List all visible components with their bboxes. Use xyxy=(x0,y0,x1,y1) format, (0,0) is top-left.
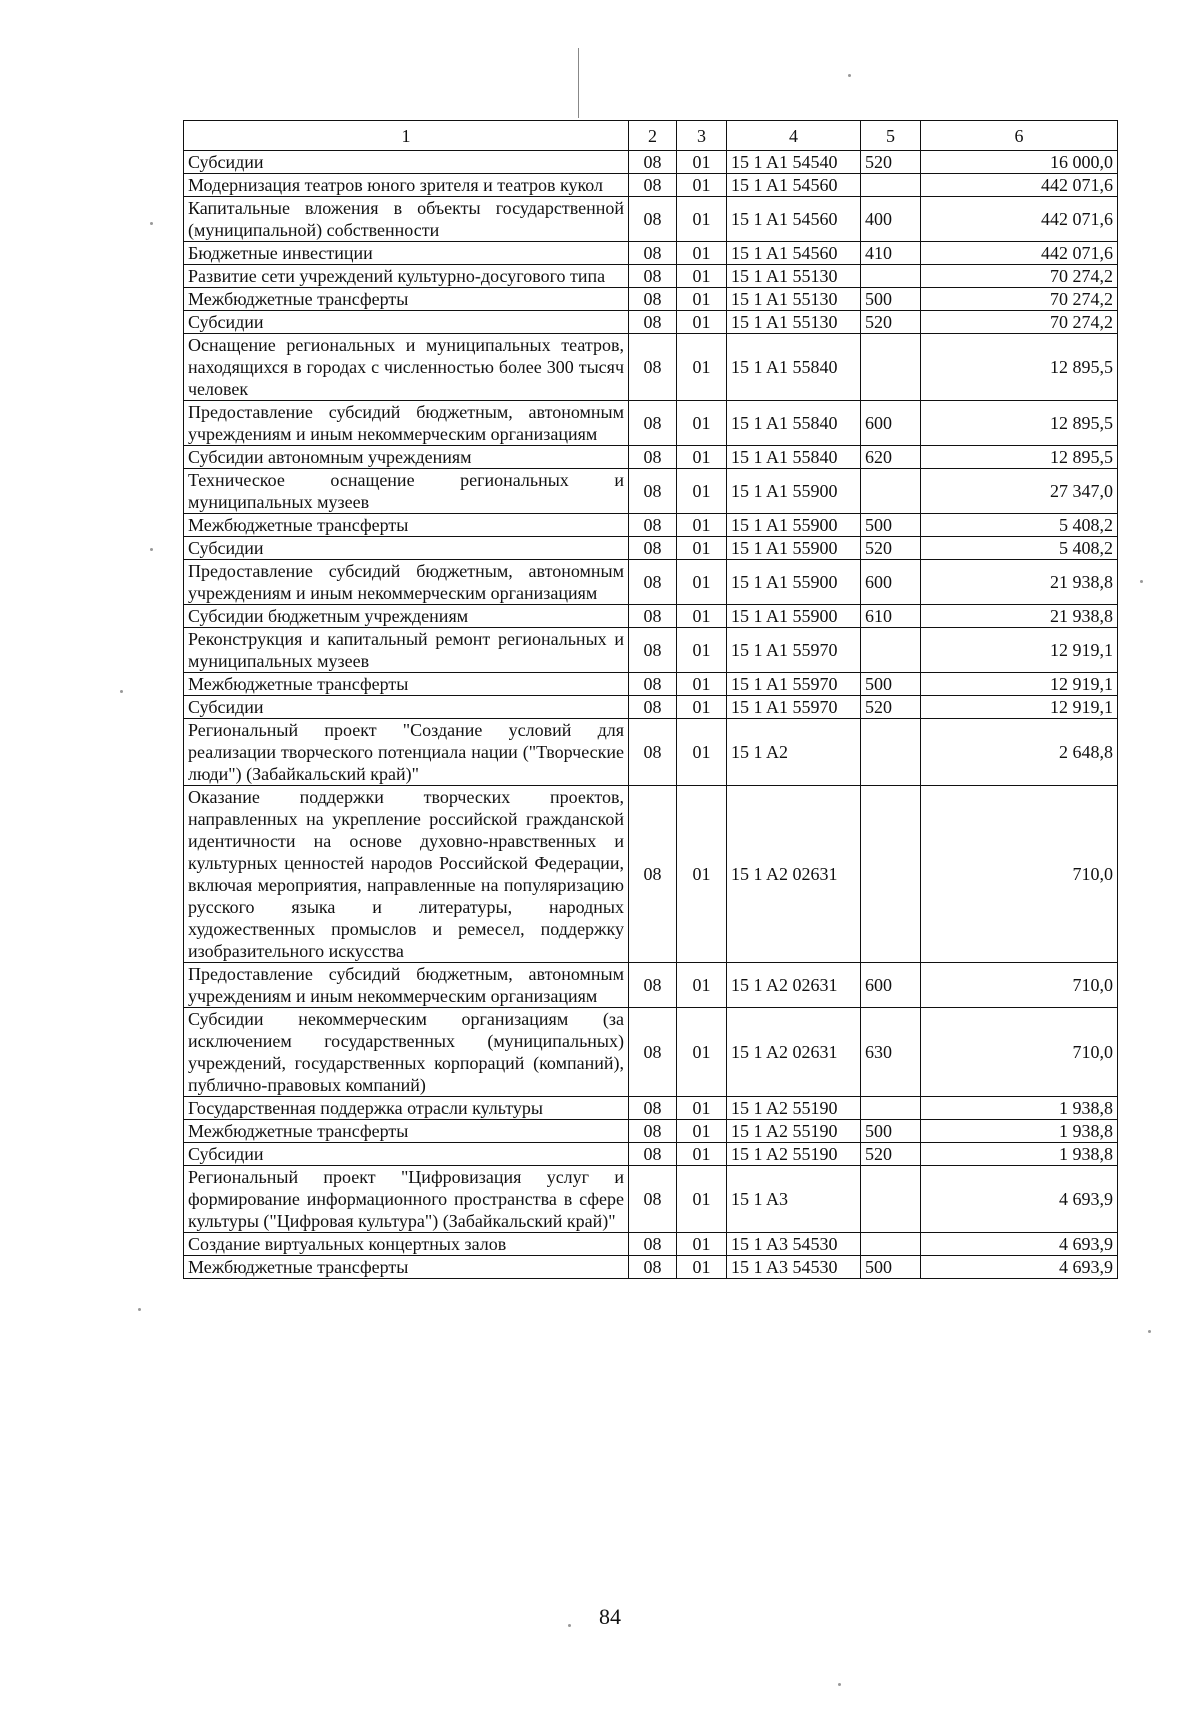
row-subsection-cell: 01 xyxy=(677,401,727,446)
row-expense-type-cell: 500 xyxy=(861,1256,921,1279)
table-row xyxy=(184,242,1118,265)
row-target-article-cell: 15 1 A1 55130 xyxy=(727,288,861,311)
row-amount-cell: 70 274,2 xyxy=(921,265,1118,288)
row-expense-type-cell: 500 xyxy=(861,673,921,696)
row-subsection-cell: 01 xyxy=(677,605,727,628)
row-expense-type-cell: 520 xyxy=(861,537,921,560)
row-section-cell: 08 xyxy=(629,696,677,719)
row-subsection-cell: 01 xyxy=(677,514,727,537)
row-section-cell: 08 xyxy=(629,1166,677,1233)
row-expense-type-cell: 410 xyxy=(861,242,921,265)
header-col-2: 2 xyxy=(629,121,677,151)
row-name-cell: Развитие сети учреждений культурно-досугового типа xyxy=(184,265,629,288)
row-target-article-cell: 15 1 A1 54540 xyxy=(727,151,861,174)
row-amount-cell: 442 071,6 xyxy=(921,242,1118,265)
row-expense-type-cell: 630 xyxy=(861,1008,921,1097)
row-subsection-cell: 01 xyxy=(677,265,727,288)
row-section-cell: 08 xyxy=(629,1233,677,1256)
row-subsection-cell: 01 xyxy=(677,446,727,469)
row-expense-type-cell: 610 xyxy=(861,605,921,628)
row-name-cell: Межбюджетные трансферты xyxy=(184,1120,629,1143)
scan-artifact-line xyxy=(578,48,579,118)
row-target-article-cell: 15 1 A1 55900 xyxy=(727,469,861,514)
row-amount-cell: 442 071,6 xyxy=(921,197,1118,242)
row-target-article-cell: 15 1 A2 02631 xyxy=(727,786,861,963)
row-target-article-cell: 15 1 A1 54560 xyxy=(727,197,861,242)
row-name-cell: Капитальные вложения в объекты государственной (муниципальной) собственности xyxy=(184,197,629,242)
row-subsection-cell: 01 xyxy=(677,1120,727,1143)
row-name-cell: Региональный проект "Создание условий для реализации творческого потенциала нации ("Творческие люди") (Забайкальский край)" xyxy=(184,719,629,786)
row-expense-type-cell: 520 xyxy=(861,151,921,174)
row-name-cell: Предоставление субсидий бюджетным, автономным учреждениям и иным некоммерческим организациям xyxy=(184,963,629,1008)
row-expense-type-cell xyxy=(861,469,921,514)
scan-speck xyxy=(150,548,153,551)
row-expense-type-cell xyxy=(861,174,921,197)
row-amount-cell: 12 919,1 xyxy=(921,628,1118,673)
table-row xyxy=(184,334,1118,401)
row-section-cell: 08 xyxy=(629,311,677,334)
row-subsection-cell: 01 xyxy=(677,786,727,963)
row-target-article-cell: 15 1 A1 55970 xyxy=(727,628,861,673)
row-section-cell: 08 xyxy=(629,673,677,696)
table-row xyxy=(184,514,1118,537)
row-target-article-cell: 15 1 A2 02631 xyxy=(727,1008,861,1097)
table-row xyxy=(184,1143,1118,1166)
row-expense-type-cell: 520 xyxy=(861,696,921,719)
row-expense-type-cell xyxy=(861,719,921,786)
table-row xyxy=(184,1256,1118,1279)
table-row xyxy=(184,628,1118,673)
row-target-article-cell: 15 1 A1 54560 xyxy=(727,242,861,265)
row-expense-type-cell xyxy=(861,265,921,288)
row-name-cell: Создание виртуальных концертных залов xyxy=(184,1233,629,1256)
row-name-cell: Реконструкция и капитальный ремонт региональных и муниципальных музеев xyxy=(184,628,629,673)
scan-speck xyxy=(138,1308,141,1311)
row-amount-cell: 70 274,2 xyxy=(921,311,1118,334)
row-expense-type-cell: 500 xyxy=(861,514,921,537)
table-row xyxy=(184,1008,1118,1097)
row-subsection-cell: 01 xyxy=(677,288,727,311)
row-amount-cell: 1 938,8 xyxy=(921,1097,1118,1120)
row-target-article-cell: 15 1 A1 55900 xyxy=(727,537,861,560)
scan-speck xyxy=(838,1683,841,1686)
row-expense-type-cell: 600 xyxy=(861,963,921,1008)
row-amount-cell: 710,0 xyxy=(921,786,1118,963)
row-target-article-cell: 15 1 A1 54560 xyxy=(727,174,861,197)
row-name-cell: Бюджетные инвестиции xyxy=(184,242,629,265)
row-name-cell: Техническое оснащение региональных и муниципальных музеев xyxy=(184,469,629,514)
row-name-cell: Предоставление субсидий бюджетным, автономным учреждениям и иным некоммерческим организациям xyxy=(184,401,629,446)
row-section-cell: 08 xyxy=(629,605,677,628)
row-name-cell: Модернизация театров юного зрителя и театров кукол xyxy=(184,174,629,197)
table-body xyxy=(184,151,1118,1279)
header-col-1: 1 xyxy=(184,121,629,151)
row-target-article-cell: 15 1 A1 55130 xyxy=(727,311,861,334)
row-section-cell: 08 xyxy=(629,1143,677,1166)
row-section-cell: 08 xyxy=(629,537,677,560)
row-amount-cell: 2 648,8 xyxy=(921,719,1118,786)
budget-table xyxy=(183,120,1118,1279)
row-amount-cell: 70 274,2 xyxy=(921,288,1118,311)
row-target-article-cell: 15 1 A2 xyxy=(727,719,861,786)
row-section-cell: 08 xyxy=(629,1120,677,1143)
row-amount-cell: 27 347,0 xyxy=(921,469,1118,514)
row-amount-cell: 5 408,2 xyxy=(921,514,1118,537)
row-subsection-cell: 01 xyxy=(677,1097,727,1120)
row-target-article-cell: 15 1 A1 55970 xyxy=(727,696,861,719)
row-expense-type-cell: 500 xyxy=(861,1120,921,1143)
row-expense-type-cell: 620 xyxy=(861,446,921,469)
row-section-cell: 08 xyxy=(629,197,677,242)
row-target-article-cell: 15 1 A1 55900 xyxy=(727,514,861,537)
row-expense-type-cell: 600 xyxy=(861,401,921,446)
row-name-cell: Региональный проект "Цифровизация услуг и формирование информационного пространства в сфере культуры ("Цифровая культура") (Забайкальский край)" xyxy=(184,1166,629,1233)
table-row xyxy=(184,1120,1118,1143)
row-target-article-cell: 15 1 A2 55190 xyxy=(727,1097,861,1120)
row-target-article-cell: 15 1 A2 55190 xyxy=(727,1143,861,1166)
row-amount-cell: 4 693,9 xyxy=(921,1166,1118,1233)
row-subsection-cell: 01 xyxy=(677,537,727,560)
row-subsection-cell: 01 xyxy=(677,1233,727,1256)
row-subsection-cell: 01 xyxy=(677,334,727,401)
scan-speck xyxy=(568,1624,571,1627)
table-row xyxy=(184,605,1118,628)
row-expense-type-cell: 400 xyxy=(861,197,921,242)
row-name-cell: Межбюджетные трансферты xyxy=(184,288,629,311)
row-target-article-cell: 15 1 A1 55840 xyxy=(727,401,861,446)
row-amount-cell: 4 693,9 xyxy=(921,1256,1118,1279)
row-subsection-cell: 01 xyxy=(677,469,727,514)
row-section-cell: 08 xyxy=(629,334,677,401)
row-expense-type-cell xyxy=(861,786,921,963)
row-section-cell: 08 xyxy=(629,560,677,605)
page-number: 84 xyxy=(599,1604,621,1629)
table-row xyxy=(184,265,1118,288)
row-subsection-cell: 01 xyxy=(677,560,727,605)
row-expense-type-cell xyxy=(861,334,921,401)
table-row xyxy=(184,446,1118,469)
row-subsection-cell: 01 xyxy=(677,696,727,719)
row-section-cell: 08 xyxy=(629,963,677,1008)
row-section-cell: 08 xyxy=(629,1008,677,1097)
scan-speck xyxy=(848,74,851,77)
row-expense-type-cell: 500 xyxy=(861,288,921,311)
table-row xyxy=(184,963,1118,1008)
header-col-5: 5 xyxy=(861,121,921,151)
table-row xyxy=(184,673,1118,696)
row-section-cell: 08 xyxy=(629,786,677,963)
row-subsection-cell: 01 xyxy=(677,151,727,174)
row-section-cell: 08 xyxy=(629,401,677,446)
row-name-cell: Субсидии бюджетным учреждениям xyxy=(184,605,629,628)
table-row xyxy=(184,1233,1118,1256)
header-col-6: 6 xyxy=(921,121,1118,151)
table-row xyxy=(184,1097,1118,1120)
row-subsection-cell: 01 xyxy=(677,963,727,1008)
row-subsection-cell: 01 xyxy=(677,1143,727,1166)
row-section-cell: 08 xyxy=(629,469,677,514)
row-subsection-cell: 01 xyxy=(677,719,727,786)
row-amount-cell: 16 000,0 xyxy=(921,151,1118,174)
row-subsection-cell: 01 xyxy=(677,673,727,696)
row-section-cell: 08 xyxy=(629,265,677,288)
row-name-cell: Субсидии xyxy=(184,696,629,719)
row-subsection-cell: 01 xyxy=(677,1256,727,1279)
row-section-cell: 08 xyxy=(629,628,677,673)
table-row xyxy=(184,469,1118,514)
table-header-row xyxy=(184,121,1118,151)
row-amount-cell: 1 938,8 xyxy=(921,1120,1118,1143)
scan-speck xyxy=(1148,1330,1151,1333)
row-target-article-cell: 15 1 A3 54530 xyxy=(727,1256,861,1279)
row-name-cell: Государственная поддержка отрасли культуры xyxy=(184,1097,629,1120)
row-subsection-cell: 01 xyxy=(677,174,727,197)
row-name-cell: Субсидии xyxy=(184,151,629,174)
row-amount-cell: 12 895,5 xyxy=(921,401,1118,446)
row-section-cell: 08 xyxy=(629,242,677,265)
row-subsection-cell: 01 xyxy=(677,628,727,673)
row-name-cell: Межбюджетные трансферты xyxy=(184,673,629,696)
row-target-article-cell: 15 1 A1 55130 xyxy=(727,265,861,288)
row-subsection-cell: 01 xyxy=(677,311,727,334)
row-amount-cell: 21 938,8 xyxy=(921,560,1118,605)
row-target-article-cell: 15 1 A3 xyxy=(727,1166,861,1233)
table-row xyxy=(184,197,1118,242)
row-target-article-cell: 15 1 A1 55900 xyxy=(727,560,861,605)
row-expense-type-cell: 520 xyxy=(861,311,921,334)
row-section-cell: 08 xyxy=(629,1256,677,1279)
row-name-cell: Предоставление субсидий бюджетным, автономным учреждениям и иным некоммерческим организациям xyxy=(184,560,629,605)
table-row xyxy=(184,719,1118,786)
table-row xyxy=(184,786,1118,963)
scan-speck xyxy=(150,222,153,225)
row-section-cell: 08 xyxy=(629,1097,677,1120)
row-name-cell: Субсидии некоммерческим организациям (за исключением государственных (муниципальных) учреждений, государственных корпораций (компаний), публично-правовых компаний) xyxy=(184,1008,629,1097)
row-target-article-cell: 15 1 A3 54530 xyxy=(727,1233,861,1256)
row-expense-type-cell xyxy=(861,1166,921,1233)
row-name-cell: Оснащение региональных и муниципальных театров, находящихся в городах с численностью более 300 тысяч человек xyxy=(184,334,629,401)
row-amount-cell: 5 408,2 xyxy=(921,537,1118,560)
table-row xyxy=(184,401,1118,446)
row-amount-cell: 21 938,8 xyxy=(921,605,1118,628)
table-row xyxy=(184,696,1118,719)
scan-speck xyxy=(1140,580,1143,583)
row-target-article-cell: 15 1 A2 02631 xyxy=(727,963,861,1008)
row-name-cell: Межбюджетные трансферты xyxy=(184,514,629,537)
row-amount-cell: 442 071,6 xyxy=(921,174,1118,197)
table-row xyxy=(184,151,1118,174)
row-name-cell: Субсидии xyxy=(184,1143,629,1166)
row-subsection-cell: 01 xyxy=(677,1166,727,1233)
row-expense-type-cell xyxy=(861,1233,921,1256)
row-section-cell: 08 xyxy=(629,719,677,786)
table-row xyxy=(184,1166,1118,1233)
table-row xyxy=(184,288,1118,311)
row-name-cell: Субсидии автономным учреждениям xyxy=(184,446,629,469)
row-name-cell: Оказание поддержки творческих проектов, направленных на укрепление российской гражданской идентичности на основе духовно-нравственных и культурных ценностей народов Российской Федерации, включая мероприятия, направленные на популяризацию русского языка и литературы, народных художественных промыслов и ремесел, поддержку изобразительного искусства xyxy=(184,786,629,963)
row-subsection-cell: 01 xyxy=(677,1008,727,1097)
header-col-3: 3 xyxy=(677,121,727,151)
row-target-article-cell: 15 1 A1 55840 xyxy=(727,446,861,469)
row-amount-cell: 4 693,9 xyxy=(921,1233,1118,1256)
row-section-cell: 08 xyxy=(629,151,677,174)
table-row xyxy=(184,174,1118,197)
row-amount-cell: 12 895,5 xyxy=(921,446,1118,469)
scan-speck xyxy=(120,690,123,693)
row-amount-cell: 710,0 xyxy=(921,1008,1118,1097)
row-amount-cell: 12 919,1 xyxy=(921,673,1118,696)
table-row xyxy=(184,311,1118,334)
row-expense-type-cell xyxy=(861,628,921,673)
row-expense-type-cell xyxy=(861,1097,921,1120)
row-target-article-cell: 15 1 A1 55840 xyxy=(727,334,861,401)
row-subsection-cell: 01 xyxy=(677,242,727,265)
row-section-cell: 08 xyxy=(629,174,677,197)
row-section-cell: 08 xyxy=(629,514,677,537)
table-row xyxy=(184,537,1118,560)
row-section-cell: 08 xyxy=(629,288,677,311)
row-name-cell: Субсидии xyxy=(184,311,629,334)
row-target-article-cell: 15 1 A1 55900 xyxy=(727,605,861,628)
row-subsection-cell: 01 xyxy=(677,197,727,242)
row-target-article-cell: 15 1 A2 55190 xyxy=(727,1120,861,1143)
row-section-cell: 08 xyxy=(629,446,677,469)
row-amount-cell: 12 919,1 xyxy=(921,696,1118,719)
row-target-article-cell: 15 1 A1 55970 xyxy=(727,673,861,696)
row-expense-type-cell: 520 xyxy=(861,1143,921,1166)
row-amount-cell: 12 895,5 xyxy=(921,334,1118,401)
row-amount-cell: 1 938,8 xyxy=(921,1143,1118,1166)
row-name-cell: Межбюджетные трансферты xyxy=(184,1256,629,1279)
table-row xyxy=(184,560,1118,605)
row-amount-cell: 710,0 xyxy=(921,963,1118,1008)
row-name-cell: Субсидии xyxy=(184,537,629,560)
row-expense-type-cell: 600 xyxy=(861,560,921,605)
header-col-4: 4 xyxy=(727,121,861,151)
